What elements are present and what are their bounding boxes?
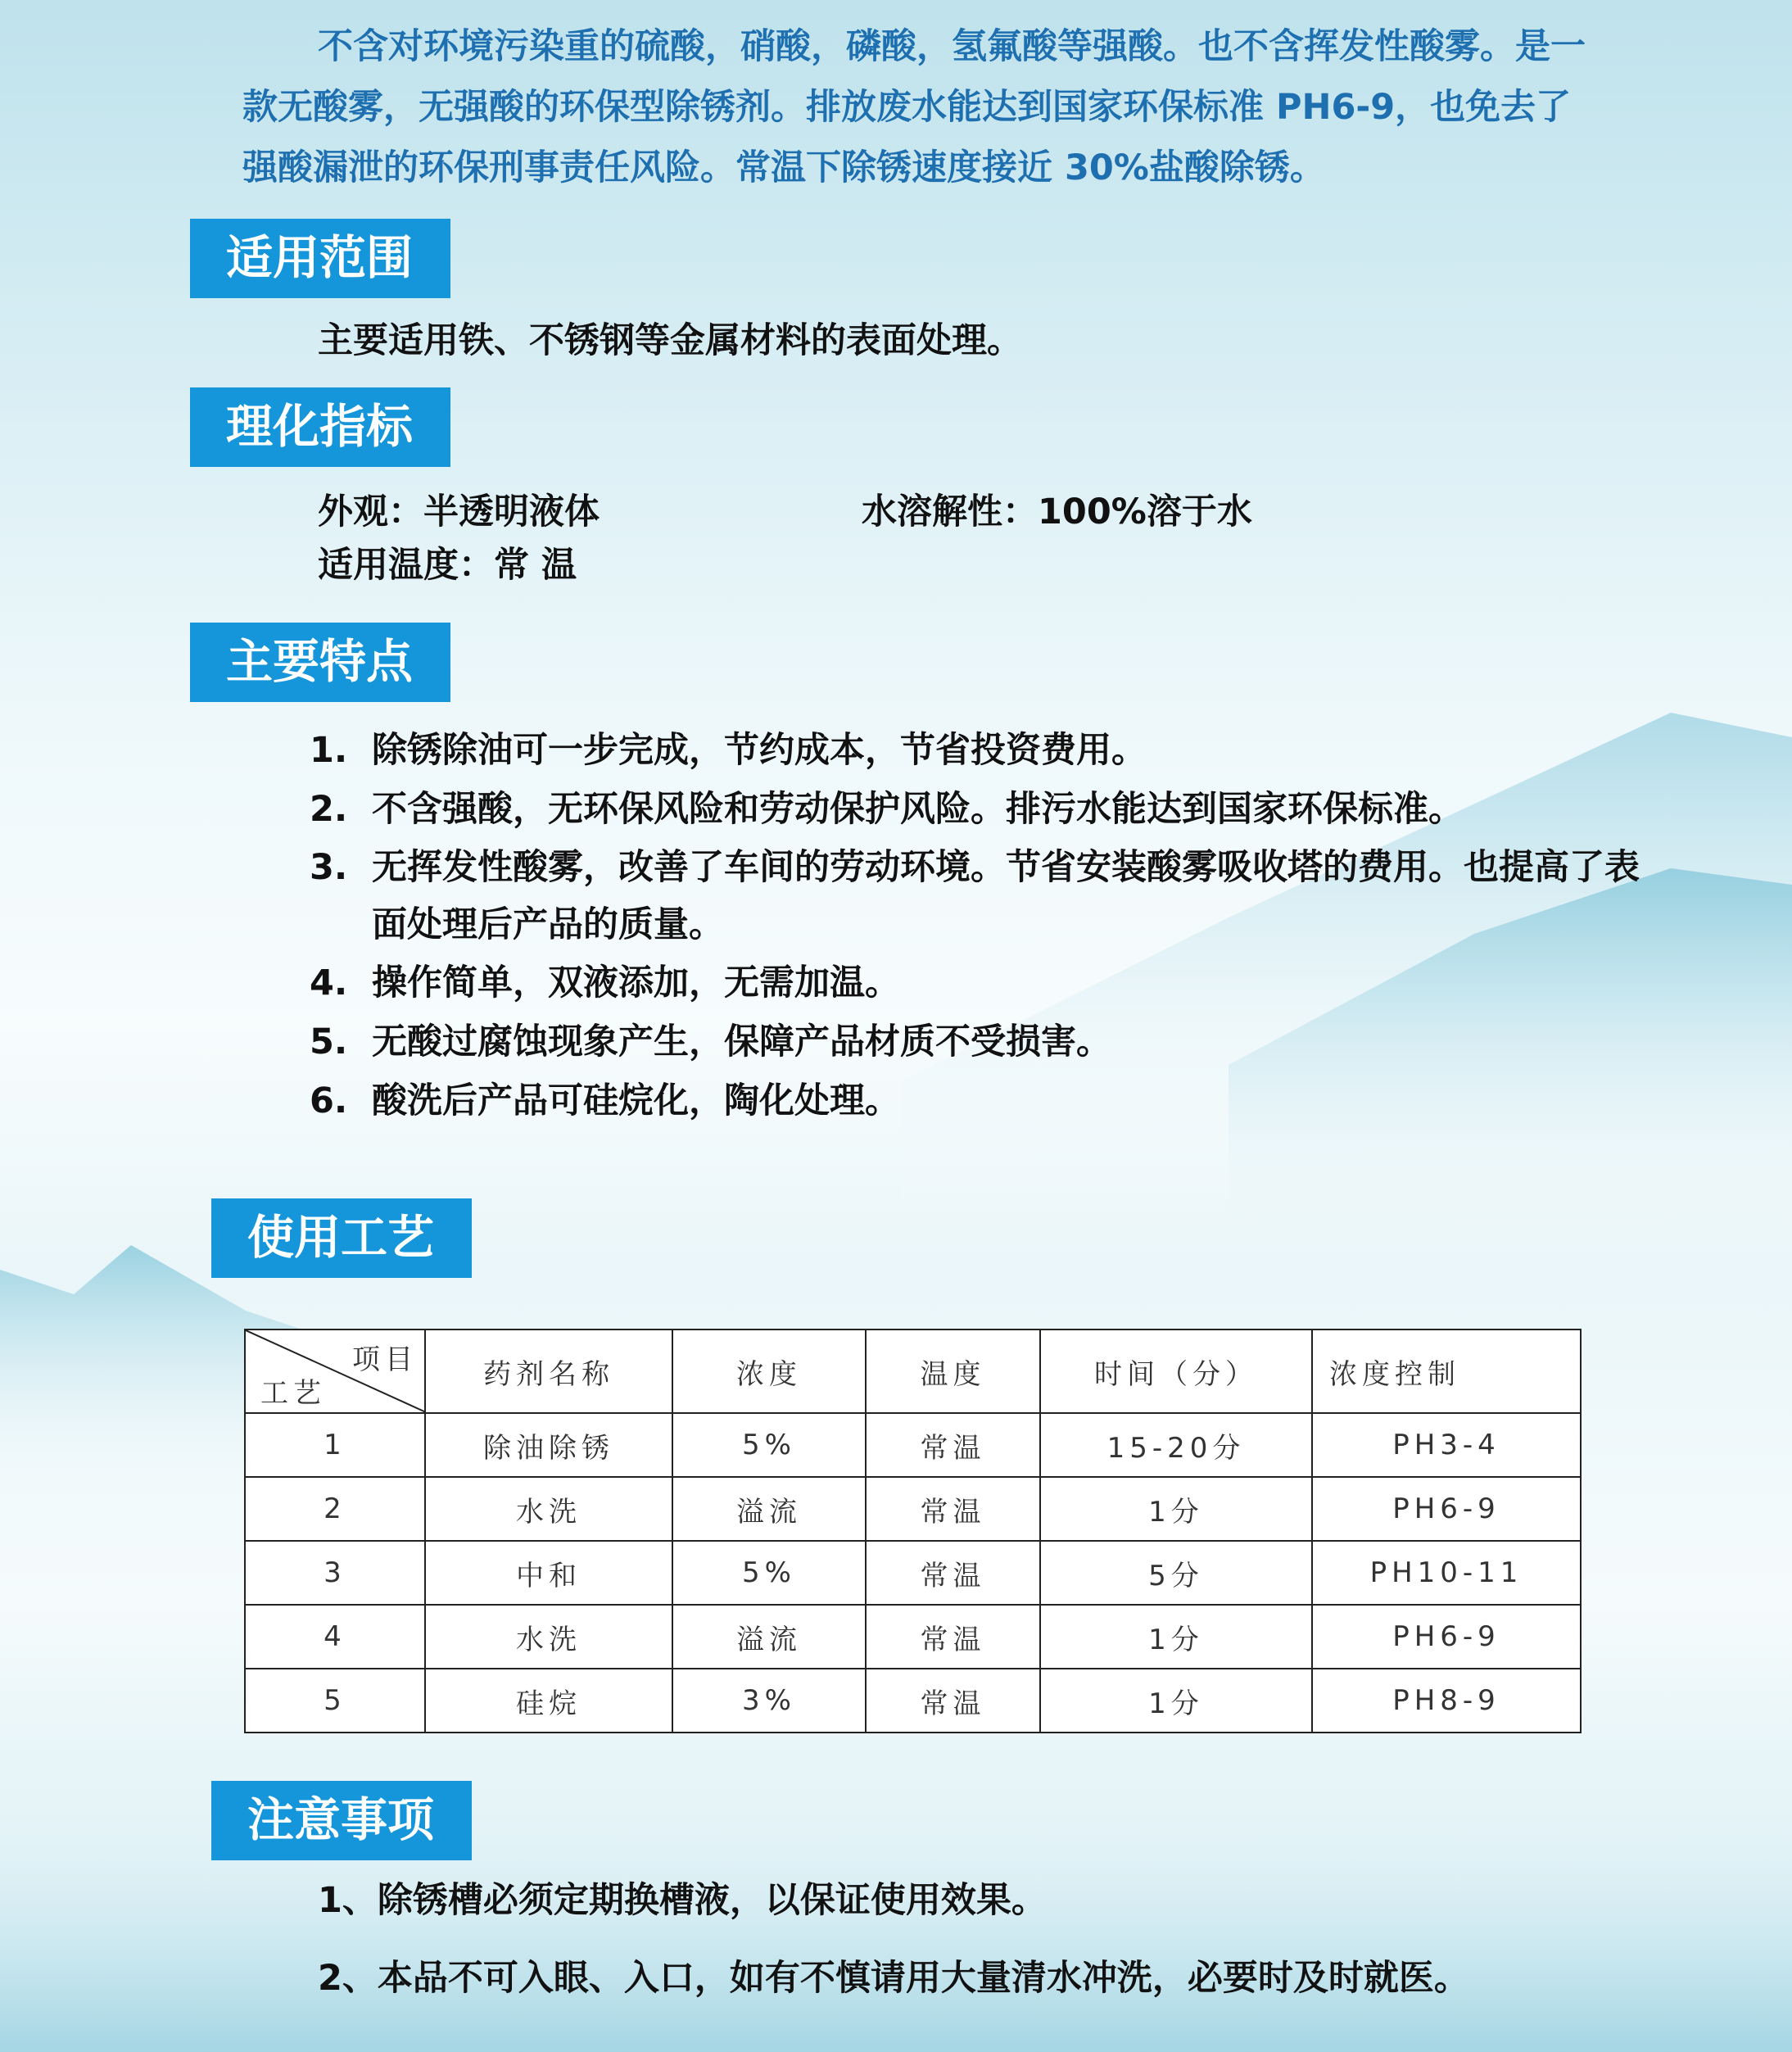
table-cell: 5% [672,1413,866,1477]
table-row [245,1477,1581,1541]
feature-number: 3. [310,847,348,888]
table-cell: 溢流 [672,1605,866,1669]
table-cell: 中和 [425,1541,672,1605]
table-row [245,1605,1581,1669]
column-header: 浓度控制 [1312,1329,1581,1413]
table-cell: 常温 [866,1477,1040,1541]
feature-list [310,721,1669,1130]
table-cell: 5% [672,1541,866,1605]
column-header: 温度 [866,1329,1040,1413]
corner-label-process: 工艺 [260,1377,326,1410]
table-cell: 1分 [1040,1605,1312,1669]
intro-line: 款无酸雾，无强酸的环保型除锈剂。排放废水能达到国家环保标准 PH6-9，也免去了 [242,87,1572,128]
table-cell: 1 [245,1413,425,1477]
table-cell: 水洗 [425,1477,672,1541]
scope-text: 主要适用铁、不锈钢等金属材料的表面处理。 [318,320,1022,361]
process-table [244,1329,1582,1733]
feature-text: 除锈除油可一步完成，节约成本，节省投资费用。 [372,730,1147,771]
table-cell: PH10-11 [1312,1541,1581,1605]
section-title-scope: 适用范围 [190,219,450,298]
table-cell: 3% [672,1669,866,1733]
feature-number: 5. [310,1021,348,1062]
feature-item [310,721,1669,780]
table-cell: 5 [245,1669,425,1733]
section-title-features: 主要特点 [190,623,450,702]
table-cell: 3 [245,1541,425,1605]
feature-text: 无挥发性酸雾，改善了车间的劳动环境。节省安装酸雾吸收塔的费用。也提高了表面处理后产品的质量。 [372,847,1640,945]
intro-line: 强酸漏泄的环保刑事责任风险。常温下除锈速度接近 30%盐酸除锈。 [242,147,1325,188]
section-title-specs: 理化指标 [190,387,450,467]
table-cell: PH6-9 [1312,1477,1581,1541]
table-row [245,1413,1581,1477]
feature-item [310,839,1669,954]
feature-number: 6. [310,1080,348,1121]
table-cell: 常温 [866,1605,1040,1669]
note-item: 1、除锈槽必须定期换槽液，以保证使用效果。 [318,1880,1047,1921]
table-cell: 1分 [1040,1477,1312,1541]
column-header: 药剂名称 [425,1329,672,1413]
table-row [245,1541,1581,1605]
table-cell: PH6-9 [1312,1605,1581,1669]
feature-text: 不含强酸，无环保风险和劳动保护风险。排污水能达到国家环保标准。 [372,789,1464,830]
table-cell: 硅烷 [425,1669,672,1733]
feature-number: 1. [310,730,348,771]
table-cell: 5分 [1040,1541,1312,1605]
table-cell: 常温 [866,1669,1040,1733]
table-row [245,1669,1581,1733]
intro-paragraph [242,16,1668,198]
spec-appearance: 外观：半透明液体 [318,491,600,532]
note-item: 2、本品不可入眼、入口，如有不慎请用大量清水冲洗，必要时及时就医。 [318,1958,1469,1999]
table-cell: 2 [245,1477,425,1541]
feature-item [310,1012,1669,1071]
column-header: 时间（分） [1040,1329,1312,1413]
table-header-row [245,1329,1581,1413]
spec-solubility: 水溶解性：100%溶于水 [862,491,1252,532]
table-cell: 溢流 [672,1477,866,1541]
table-cell: 15-20分 [1040,1413,1312,1477]
feature-item [310,780,1669,839]
feature-item [310,1071,1669,1130]
feature-text: 操作简单，双液添加，无需加温。 [372,963,900,1003]
feature-text: 酸洗后产品可硅烷化，陶化处理。 [372,1080,900,1121]
section-title-notes: 注意事项 [211,1781,472,1860]
feature-number: 2. [310,789,348,830]
table-cell: 常温 [866,1413,1040,1477]
table-corner-cell [245,1329,425,1413]
table-cell: 水洗 [425,1605,672,1669]
spec-temperature: 适用温度：常 温 [318,545,577,586]
intro-line: 不含对环境污染重的硫酸，硝酸，磷酸，氢氟酸等强酸。也不含挥发性酸雾。是一 [318,26,1586,67]
table-cell: 常温 [866,1541,1040,1605]
table-cell: 4 [245,1605,425,1669]
feature-item [310,954,1669,1012]
section-title-process: 使用工艺 [211,1198,472,1278]
table-cell: PH8-9 [1312,1669,1581,1733]
column-header: 浓度 [672,1329,866,1413]
table-cell: PH3-4 [1312,1413,1581,1477]
table-cell: 除油除锈 [425,1413,672,1477]
feature-text: 无酸过腐蚀现象产生，保障产品材质不受损害。 [372,1021,1111,1062]
feature-number: 4. [310,963,348,1003]
corner-label-item: 项目 [352,1343,418,1376]
table-cell: 1分 [1040,1669,1312,1733]
